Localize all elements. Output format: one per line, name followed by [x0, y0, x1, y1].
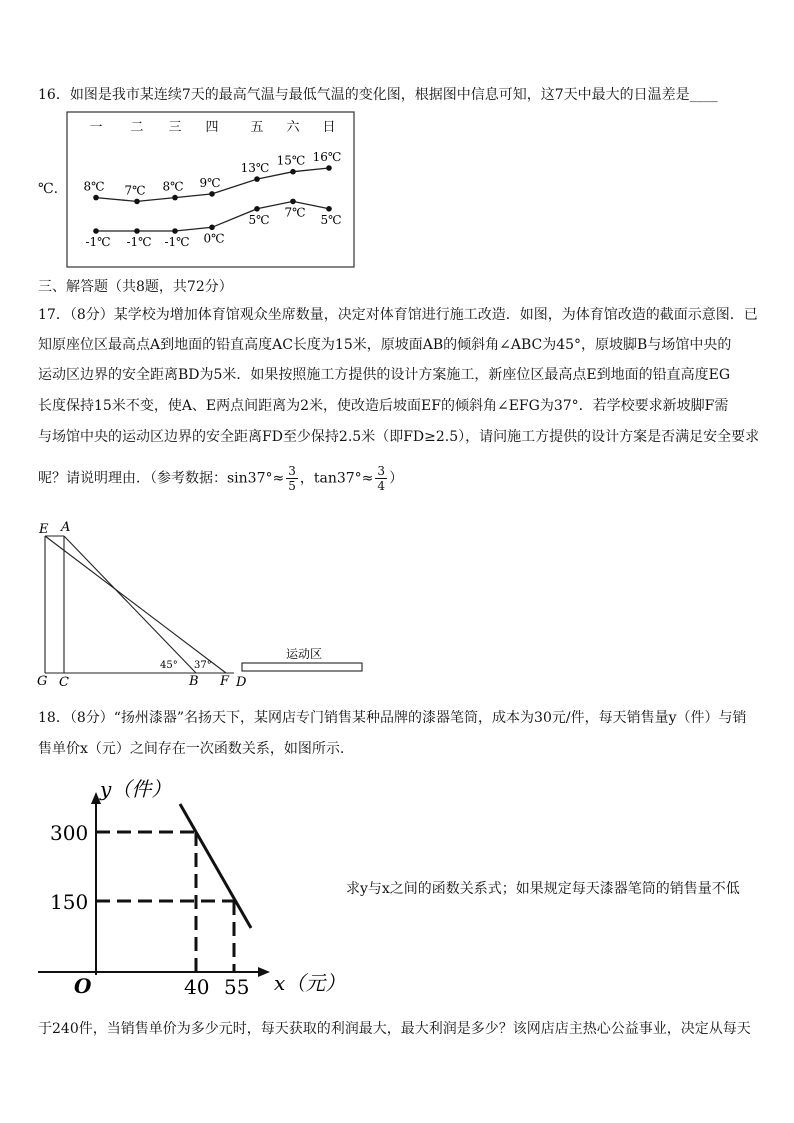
- x-tick-label: 55: [224, 975, 250, 999]
- q16-text: 16．如图是我市某连续7天的最高气温与最低气温的变化图，根据图中信息可知，这7天中最大的日温差是____: [38, 87, 718, 103]
- low-temp-point: [254, 206, 260, 212]
- fraction-denominator: 5: [288, 479, 296, 493]
- q16-unit-label: ℃.: [38, 181, 59, 197]
- low-temp-label: -1℃: [126, 235, 152, 249]
- fraction-tan37: [375, 464, 387, 493]
- low-temp-label: -1℃: [85, 235, 111, 249]
- q18-line1: 18．（8分）“扬州漆器”名扬天下，某网店专门销售某种品牌的漆器笔筒，成本为30元/件，每天销售量y（件）与销: [38, 710, 747, 726]
- high-temp-point: [290, 169, 296, 175]
- high-temp-point: [134, 199, 140, 205]
- label-b: B: [189, 674, 199, 689]
- high-temp-point: [172, 195, 178, 201]
- low-temp-point: [209, 225, 215, 231]
- day-label: 三: [168, 120, 182, 135]
- high-temp-label: 8℃: [83, 179, 105, 194]
- label-e: E: [39, 522, 49, 537]
- label-f: F: [220, 674, 230, 689]
- q17-reference-suffix: ）: [389, 470, 404, 487]
- label-a: A: [61, 520, 71, 535]
- fraction-numerator: 3: [377, 464, 386, 478]
- high-temp-label: 13℃: [240, 161, 270, 176]
- high-temp-label: 16℃: [312, 150, 342, 164]
- low-temp-label: 5℃: [248, 212, 270, 227]
- day-label: 六: [286, 120, 300, 135]
- q17-line: 知原座位区最高点A到地面的铅直高度AC长度为15米，原坡面AB的倾斜角∠ABC为45°，原坡脚B与场馆中央的: [38, 337, 732, 353]
- x-tick-label: 40: [184, 975, 210, 999]
- high-temp-label: 9℃: [199, 175, 221, 190]
- y-axis-label: y（件）: [100, 777, 172, 801]
- day-label: 五: [250, 120, 264, 135]
- day-label: 日: [322, 120, 336, 135]
- q18-bottom-text: 于240件，当销售单价为多少元时，每天获取的利润最大，最大利润是多少？该网店店主热心公益事业，决定从每天: [38, 1021, 751, 1037]
- sales-function-graph: [36, 770, 346, 1002]
- high-temp-point: [326, 165, 332, 171]
- q17-reference-mid: ，tan37°≈: [299, 470, 374, 487]
- q17-line: 17．（8分）某学校为增加体育馆观众坐席数量，决定对体育馆进行施工改造．如图，为体育馆改造的截面示意图．已: [38, 307, 758, 323]
- angle-f-label: 37°: [194, 660, 212, 671]
- high-temp-point: [93, 195, 99, 201]
- section3-heading: 三、解答题（共8题，共72分）: [38, 279, 233, 295]
- q17-line: 运动区边界的安全距离BD为5米．如果按照施工方提供的设计方案施工，新座位区最高点E到地面的铅直高度EG: [38, 367, 731, 383]
- low-temp-label: -1℃: [164, 235, 190, 249]
- label-c: C: [59, 675, 69, 690]
- q17-reference-prefix: 呢？请说明理由．（参考数据：sin37°≈: [38, 470, 285, 487]
- high-temp-label: 7℃: [124, 183, 146, 198]
- low-temp-point: [290, 199, 296, 205]
- high-temp-label: 15℃: [276, 153, 306, 168]
- high-temp-label: 8℃: [162, 179, 184, 194]
- label-d: D: [236, 675, 247, 690]
- x-axis-label: x（元）: [274, 971, 346, 995]
- q17-line: 长度保持15米不变，使A、E两点间距离为2米，使改造后坡面EF的倾斜角∠EFG为37°．若学校要求新坡脚F需: [38, 398, 729, 414]
- q18-side-text: 求y与x之间的函数关系式；如果规定每天漆器笔筒的销售量不低: [346, 881, 740, 897]
- fraction-numerator: 3: [288, 464, 296, 478]
- label-g: G: [37, 674, 48, 689]
- q17-line: 与场馆中央的运动区边界的安全距离FD至少保持2.5米（即FD≥2.5），请问施工方提供的设计方案是否满足安全要求: [38, 429, 760, 445]
- low-temp-label: 5℃: [320, 212, 342, 227]
- sports-zone-label: 运动区: [286, 647, 323, 661]
- low-temp-point: [326, 206, 332, 212]
- low-temp-point: [93, 228, 99, 234]
- y-tick-label: 150: [50, 890, 89, 914]
- angle-b-label: 45°: [160, 660, 178, 671]
- y-tick-label: 300: [50, 821, 89, 845]
- q18-line2: 售单价x（元）之间存在一次函数关系，如图所示.: [38, 741, 345, 757]
- high-temp-point: [254, 176, 260, 182]
- fraction-sin37: [286, 464, 298, 493]
- low-temp-point: [134, 228, 140, 234]
- fraction-denominator: 4: [377, 479, 386, 493]
- day-label: 一: [89, 120, 103, 135]
- q17-reference-line: [38, 464, 403, 493]
- low-temp-label: 0℃: [203, 231, 225, 246]
- day-label: 二: [130, 120, 144, 135]
- low-temp-label: 7℃: [284, 205, 306, 220]
- high-temp-point: [209, 191, 215, 197]
- stadium-cross-section-figure: [36, 518, 366, 690]
- temperature-chart: [66, 111, 356, 269]
- low-temp-point: [172, 228, 178, 234]
- origin-label: O: [74, 974, 92, 998]
- day-label: 四: [205, 120, 219, 135]
